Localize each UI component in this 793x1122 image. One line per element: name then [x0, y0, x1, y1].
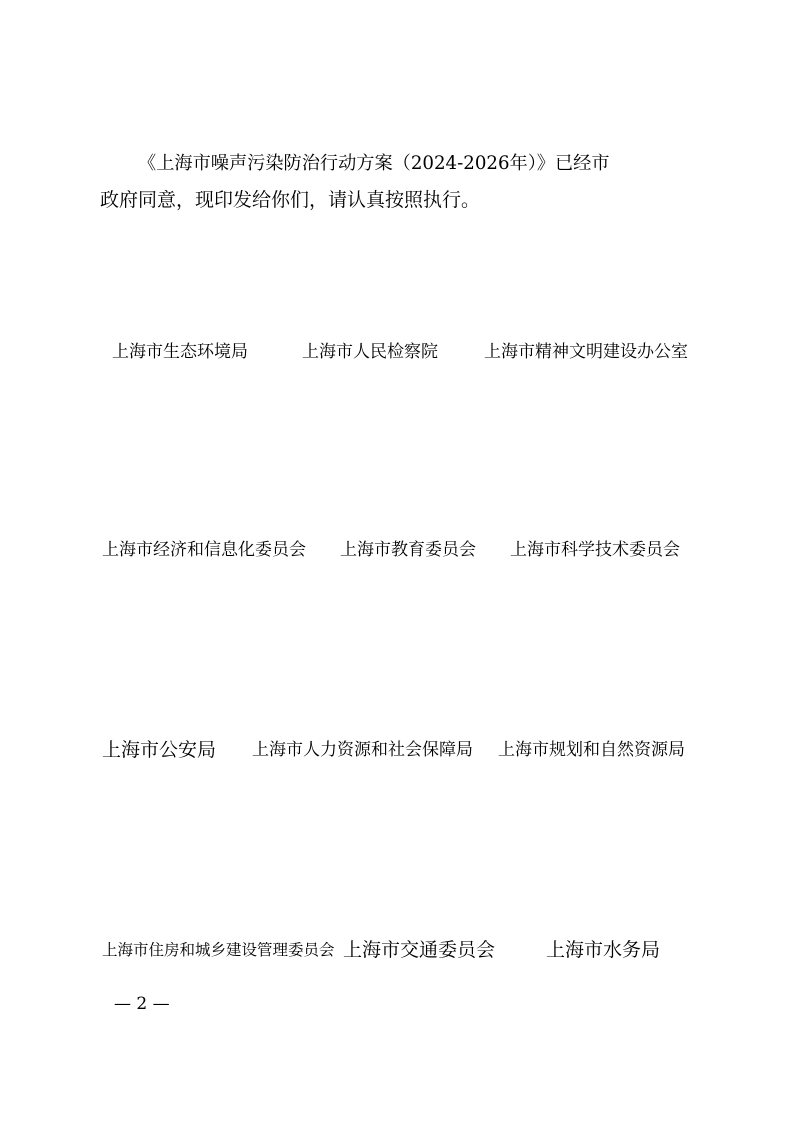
signatory-water-authority: 上海市水务局 [546, 939, 661, 961]
signatory-row-1 [0, 338, 793, 366]
signatory-human-resources-bureau: 上海市人力资源和社会保障局 [252, 740, 473, 760]
signatory-row-2 [0, 536, 793, 564]
signatory-housing-construction-commission: 上海市住房和城乡建设管理委员会 [102, 941, 335, 959]
notice-paragraph [100, 146, 700, 218]
signatory-procuratorate: 上海市人民检察院 [302, 342, 438, 362]
signatory-civilization-office: 上海市精神文明建设办公室 [484, 342, 688, 362]
signatory-economy-informatization-commission: 上海市经济和信息化委员会 [102, 540, 306, 560]
page-number: — 2 — [114, 994, 170, 1014]
signatory-row-3 [0, 736, 793, 764]
signatory-public-security-bureau: 上海市公安局 [102, 739, 217, 761]
notice-line-1: 《上海市噪声污染防治行动方案（2024-2026年）》已经市 [138, 153, 610, 174]
signatory-transport-commission: 上海市交通委员会 [343, 939, 496, 961]
signatory-ecology-environment-bureau: 上海市生态环境局 [112, 342, 248, 362]
signatory-row-4 [0, 936, 793, 964]
signatory-science-technology-commission: 上海市科学技术委员会 [510, 540, 680, 560]
signatory-planning-natural-resources-bureau: 上海市规划和自然资源局 [498, 740, 685, 760]
signatory-education-commission: 上海市教育委员会 [340, 540, 476, 560]
notice-line-2: 政府同意，现印发给你们，请认真按照执行。 [100, 189, 481, 211]
